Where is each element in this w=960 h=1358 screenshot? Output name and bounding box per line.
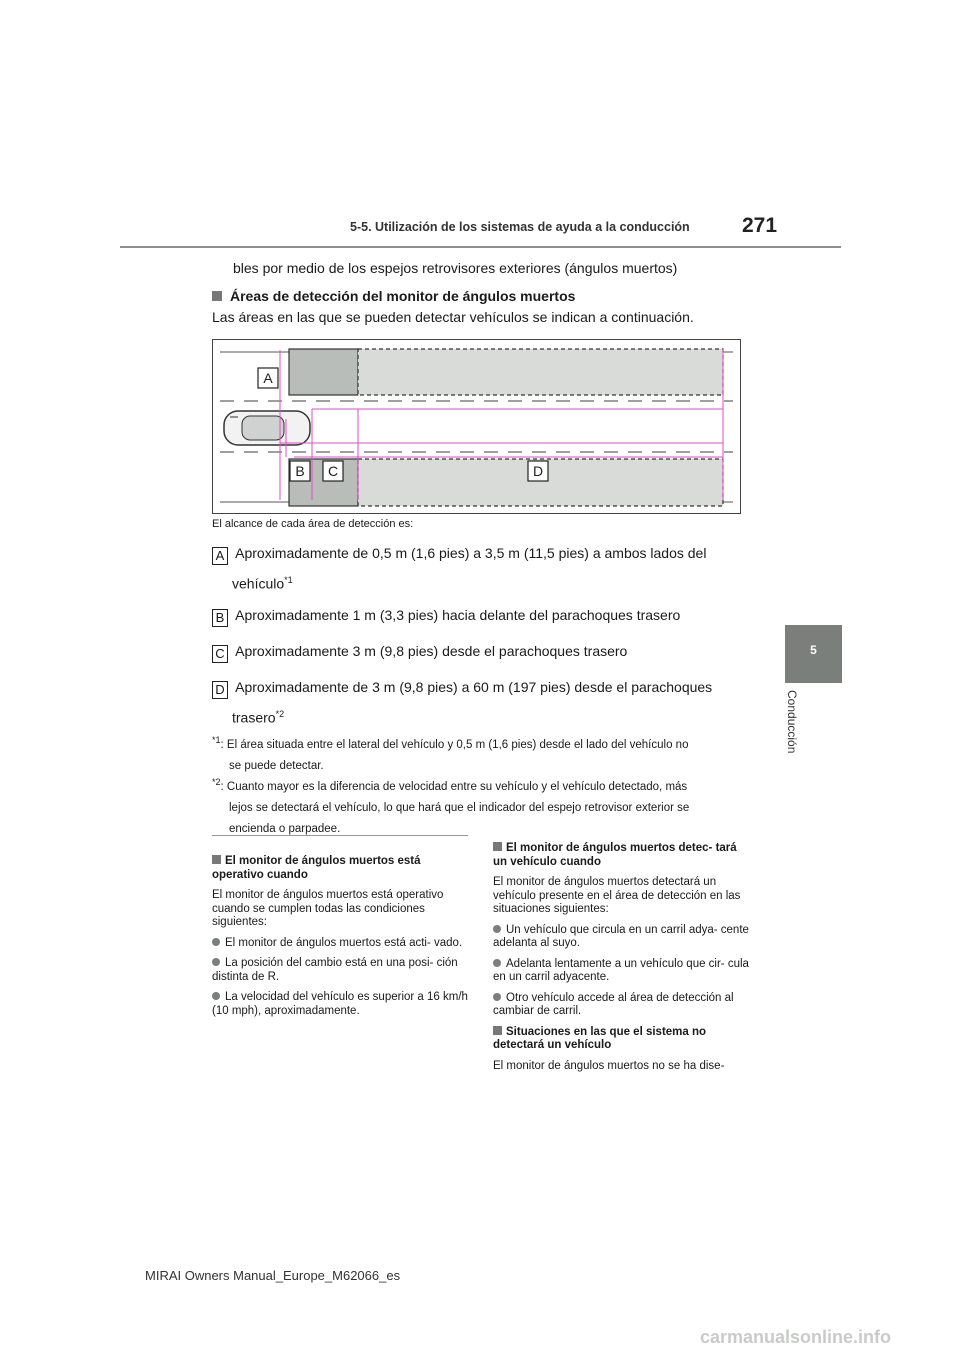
right-col-bullet-1-text: Un vehículo que circula en un carril adya- cente adelanta al suyo. xyxy=(493,923,749,949)
area-a-item xyxy=(212,545,706,565)
section-heading-text: Áreas de detección del monitor de ángulos muertos xyxy=(230,288,576,304)
square-bullet-icon xyxy=(493,842,502,851)
chapter-side-label xyxy=(783,690,803,770)
area-c-item xyxy=(212,643,627,663)
left-col-text: El monitor de ángulos muertos está operativo cuando se cumplen todas las condiciones siguientes: xyxy=(212,889,444,928)
diagram-label-d: D xyxy=(532,463,544,479)
footnote-2-text: : Cuanto mayor es la diferencia de velocidad entre su vehículo y el vehículo detectado, más xyxy=(220,780,688,793)
detection-area-diagram xyxy=(212,339,742,520)
area-d-item-cont xyxy=(232,709,284,726)
right-col-text: El monitor de ángulos muertos detectará un vehículo presente en el área de detección en las situaciones siguientes: xyxy=(493,876,741,915)
label-b-box: B xyxy=(212,609,228,627)
area-b-item xyxy=(212,607,680,627)
label-a-box: A xyxy=(212,547,228,565)
right-col-heading: El monitor de ángulos muertos detec- tará un vehículo cuando xyxy=(493,842,737,868)
footnote-2 xyxy=(212,772,772,840)
intro-line: bles por medio de los espejos retrovisores exteriores (ángulos muertos) xyxy=(233,260,678,276)
dot-bullet-icon xyxy=(493,959,501,967)
section-header: 5-5. Utilización de los sistemas de ayuda a la conducción xyxy=(350,220,690,234)
column-divider xyxy=(212,835,468,836)
dot-bullet-icon xyxy=(212,958,220,966)
footer-manual-id: MIRAI Owners Manual_Europe_M62066_es xyxy=(145,1268,401,1283)
detection-diagram-svg xyxy=(212,339,742,515)
area-d-text-2: trasero xyxy=(232,709,276,726)
area-d-text-1: Aproximadamente de 3 m (9,8 pies) a 60 m (197 pies) desde el parachoques xyxy=(235,679,713,695)
header-rule xyxy=(120,246,841,248)
dot-bullet-icon xyxy=(493,925,501,933)
footnote-2-line-2: lejos se detectará el vehículo, lo que hará que el indicador del espejo retrovisor exterior se xyxy=(229,801,690,814)
footnote-1-line-1 xyxy=(212,730,772,756)
right-col-text2: El monitor de ángulos muertos no se ha dise- xyxy=(493,1059,725,1072)
page-number: 271 xyxy=(742,214,778,237)
chapter-side-label-text: Conducción xyxy=(785,690,799,754)
left-col-heading-row xyxy=(212,855,470,882)
right-col-bullet-1 xyxy=(493,924,751,951)
left-col-bullet-3 xyxy=(212,991,470,1018)
section-heading xyxy=(212,288,575,304)
dot-bullet-icon xyxy=(212,938,220,946)
section-intro: Las áreas en las que se pueden detectar vehículos se indican a continuación. xyxy=(212,309,694,325)
area-b-text: Aproximadamente 1 m (3,3 pies) hacia delante del parachoques trasero xyxy=(235,607,681,623)
left-col-bullet-2 xyxy=(212,957,470,984)
area-d-item xyxy=(212,679,712,699)
footnote-2-line-3: encienda o parpadee. xyxy=(229,822,341,835)
left-col-bullet-2-text: La posición del cambio está en una posi- ción distinta de R. xyxy=(212,957,458,983)
footnote-2-line-1 xyxy=(212,772,772,798)
footnote-1-line-2: se puede detectar. xyxy=(229,759,324,772)
area-a-text-1: Aproximadamente de 0,5 m (1,6 pies) a 3,5 m (11,5 pies) a ambos lados del xyxy=(235,545,707,561)
diagram-label-a: A xyxy=(263,370,273,386)
footnote-1 xyxy=(212,730,772,777)
diagram-label-b: B xyxy=(295,463,305,479)
square-bullet-icon xyxy=(212,291,222,301)
left-column xyxy=(212,855,470,1025)
area-a-item-cont xyxy=(232,575,293,592)
left-col-bullet-3-text: La velocidad del vehículo es superior a 16 km/h (10 mph), aproximadamente. xyxy=(212,991,468,1017)
area-a-text-2: vehículo xyxy=(232,575,285,592)
footnote-ref-1: *1 xyxy=(284,575,293,585)
right-col-bullet-3 xyxy=(493,992,751,1019)
right-col-heading2: Situaciones en las que el sistema no detectará un vehículo xyxy=(493,1025,707,1051)
chapter-tab[interactable]: 5 xyxy=(785,625,842,683)
footnote-1-text: : El área situada entre el lateral del vehículo y 0,5 m (1,6 pies) desde el lado del vehículo no xyxy=(220,738,689,751)
right-col-bullet-3-text: Otro vehículo accede al área de detección al cambiar de carril. xyxy=(493,991,734,1017)
left-col-bullet-1-text: El monitor de ángulos muertos está acti- vado. xyxy=(225,936,463,949)
label-d-box: D xyxy=(212,681,228,699)
label-c-box: C xyxy=(212,645,228,663)
right-col-heading2-row xyxy=(493,1026,751,1053)
dot-bullet-icon xyxy=(493,993,501,1001)
watermark[interactable]: carmanualsonline.info xyxy=(700,1327,892,1347)
square-bullet-icon xyxy=(212,855,221,864)
dot-bullet-icon xyxy=(212,992,220,1000)
left-col-heading: El monitor de ángulos muertos está operativo cuando xyxy=(212,855,421,881)
footnote-2-mark: *2 xyxy=(212,777,221,787)
right-col-bullet-2-text: Adelanta lentamente a un vehículo que cir- cula en un carril adyacente. xyxy=(493,957,749,983)
diagram-label-c: C xyxy=(327,463,339,479)
area-c-text: Aproximadamente 3 m (9,8 pies) desde el parachoques trasero xyxy=(235,643,628,659)
diagram-caption: El alcance de cada área de detección es: xyxy=(212,518,414,530)
right-column xyxy=(493,842,751,1080)
left-col-bullet-1 xyxy=(212,937,470,951)
car-icon xyxy=(224,411,310,445)
footnote-1-mark: *1 xyxy=(212,735,221,745)
right-col-bullet-2 xyxy=(493,958,751,985)
right-col-heading-row xyxy=(493,842,751,869)
footnote-ref-2: *2 xyxy=(275,709,285,719)
square-bullet-icon xyxy=(493,1026,502,1035)
